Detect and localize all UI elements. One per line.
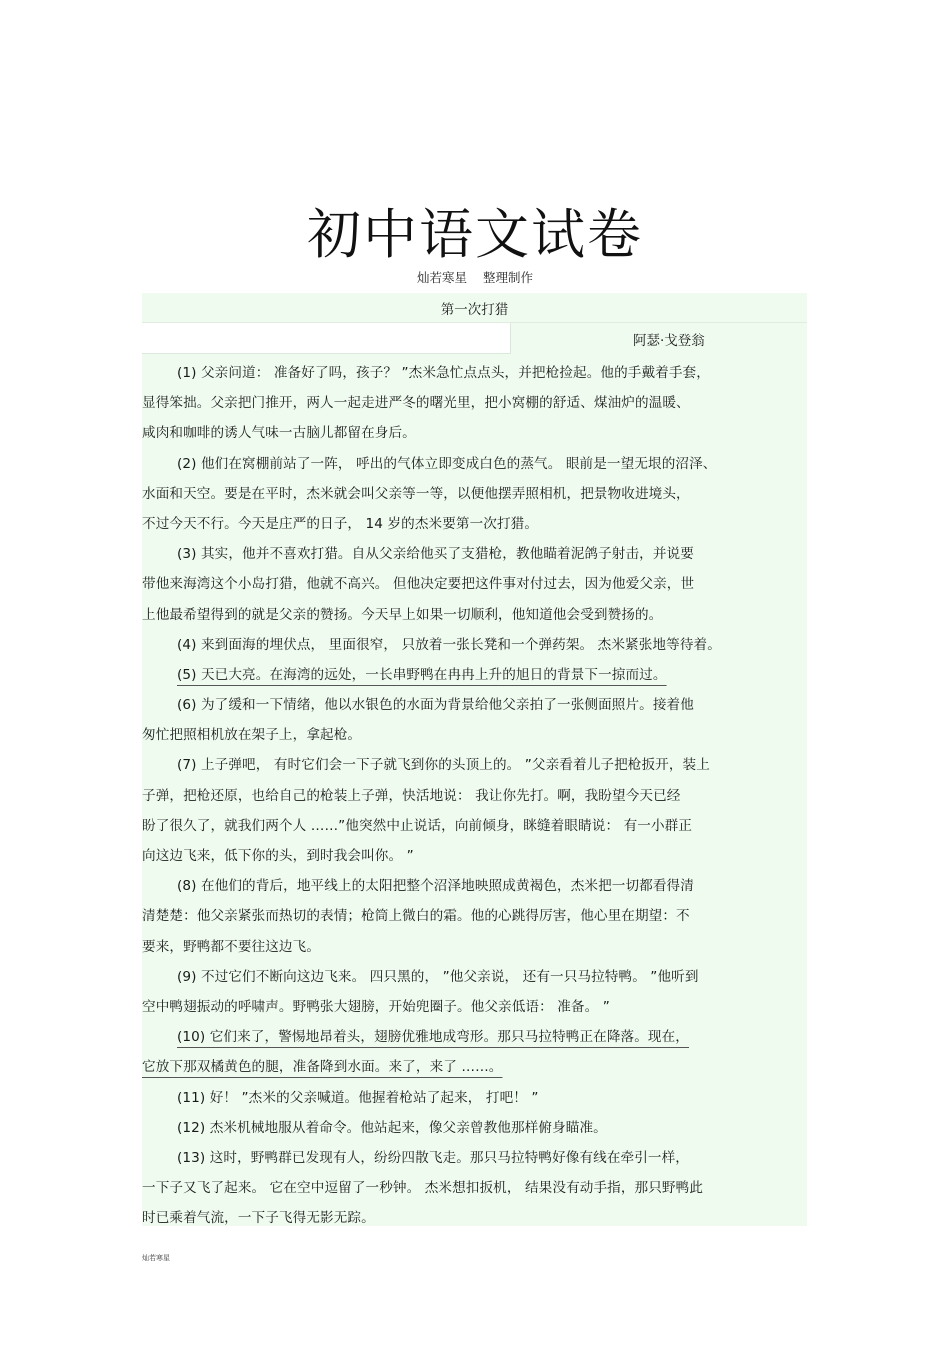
article-line: 向这边飞来，低下你的头，到时我会叫你。 ”: [142, 848, 414, 864]
article-line: (11) 好！ ”杰米的父亲喊道。他握着枪站了起来， 打吧！ ”: [177, 1089, 539, 1106]
article-line: (4) 来到面海的埋伏点， 里面很窄， 只放着一张长凳和一个弹药架。 杰米紧张地等待着。: [177, 636, 721, 653]
article-line: 不过今天不行。今天是庄严的日子， 14 岁的杰米要第一次打猎。: [142, 515, 539, 532]
article-line: 匆忙把照相机放在架子上，拿起枪。: [142, 727, 362, 744]
article-line: 子弹，把枪还原，也给自己的枪装上子弹，快活地说： 我让你先打。啊，我盼望今天已经: [142, 787, 681, 804]
article-line: (2) 他们在窝棚前站了一阵， 呼出的气体立即变成白色的蒸气。 眼前是一望无垠的沼泽、: [177, 455, 717, 472]
article-line: (13) 这时，野鸭群已发现有人，纷纷四散飞走。那只马拉特鸭好像有线在牵引一样，: [177, 1149, 690, 1166]
article-line: 清楚楚：他父亲紧张而热切的表情；枪筒上微白的霜。他的心跳得厉害，他心里在期望：不: [142, 908, 690, 925]
article-line: (12) 杰米机械地服从着命令。他站起来，像父亲曾教他那样俯身瞄准。: [177, 1119, 607, 1136]
article-line: 空中鸭翅振动的呼啸声。野鸭张大翅膀，开始兜圈子。他父亲低语： 准备。 ”: [142, 998, 610, 1015]
article-line: 咸肉和咖啡的诱人气味一古脑儿都留在身后。: [142, 425, 416, 442]
article-line: 时已乘着气流，一下子飞得无影无踪。: [142, 1210, 375, 1227]
article-title: 第一次打猎: [440, 302, 509, 318]
blank-box: [142, 323, 511, 354]
article-line: (5) 天已大亮。在海湾的远处，一长串野鸭在冉冉上升的旭日的背景下一掠而过。: [177, 666, 667, 683]
article-line: 盼了很久了，就我们两个人 ……”他突然中止说话，向前倾身，眯缝着眼睛说： 有一小群正: [142, 817, 693, 834]
footer-text: 灿若寒星: [142, 1254, 170, 1262]
article-line: 带他来海湾这个小岛打猎，他就不高兴。 但他决定要把这件事对付过去，因为他爱父亲，世: [142, 576, 695, 593]
page-title: 初中语文试卷: [307, 203, 643, 266]
article-line: 上他最希望得到的就是父亲的赞扬。今天早上如果一切顺利，他知道他会受到赞扬的。: [142, 606, 663, 623]
article-author: 阿瑟·戈登翁: [633, 333, 705, 349]
article-line: 显得笨拙。父亲把门推开，两人一起走进严冬的曙光里，把小窝棚的舒适、煤油炉的温暖、: [142, 395, 690, 412]
article-line: (6) 为了缓和一下情绪，他以水银色的水面为背景给他父亲拍了一张侧面照片。接着他: [177, 697, 694, 714]
article-line: 它放下那双橘黄色的腿，准备降到水面。来了，来了 ……。: [142, 1059, 503, 1076]
byline-name: 灿若寒星: [416, 270, 467, 285]
article-line: (10) 它们来了，警惕地昂着头，翅膀优雅地成弯形。那只马拉特鸭正在降落。现在，: [177, 1029, 690, 1046]
article-line: 一下子又飞了起来。 它在空中逗留了一秒钟。 杰米想扣扳机， 结果没有动手指，那只野鸭此: [142, 1180, 704, 1197]
article-line: 要来，野鸭都不要往这边飞。: [142, 938, 321, 955]
article-line: (3) 其实，他并不喜欢打猎。自从父亲给他买了支猎枪，教他瞄着泥鸽子射击，并说要: [177, 546, 694, 563]
article-body: [142, 358, 807, 1233]
article-line: (1) 父亲问道： 准备好了吗，孩子？ ”杰米急忙点点头，并把枪捡起。他的手戴着手套，: [177, 365, 710, 381]
article-line: 水面和天空。要是在平时，杰米就会叫父亲等一等，以便他摆弄照相机，把景物收进境头，: [142, 485, 690, 502]
article-line: (9) 不过它们不断向这边飞来。 四只黑的， ”他父亲说， 还有一只马拉特鸭。 ”他听到: [177, 968, 699, 985]
article-line: (8) 在他们的背后，地平线上的太阳把整个沼泽地映照成黄褐色，杰米把一切都看得清: [177, 878, 694, 895]
article-line: (7) 上子弹吧， 有时它们会一下子就飞到你的头顶上的。 ”父亲看着儿子把枪扳开，装上: [177, 757, 710, 774]
byline: [0, 268, 950, 288]
byline-action: 整理制作: [483, 270, 534, 285]
